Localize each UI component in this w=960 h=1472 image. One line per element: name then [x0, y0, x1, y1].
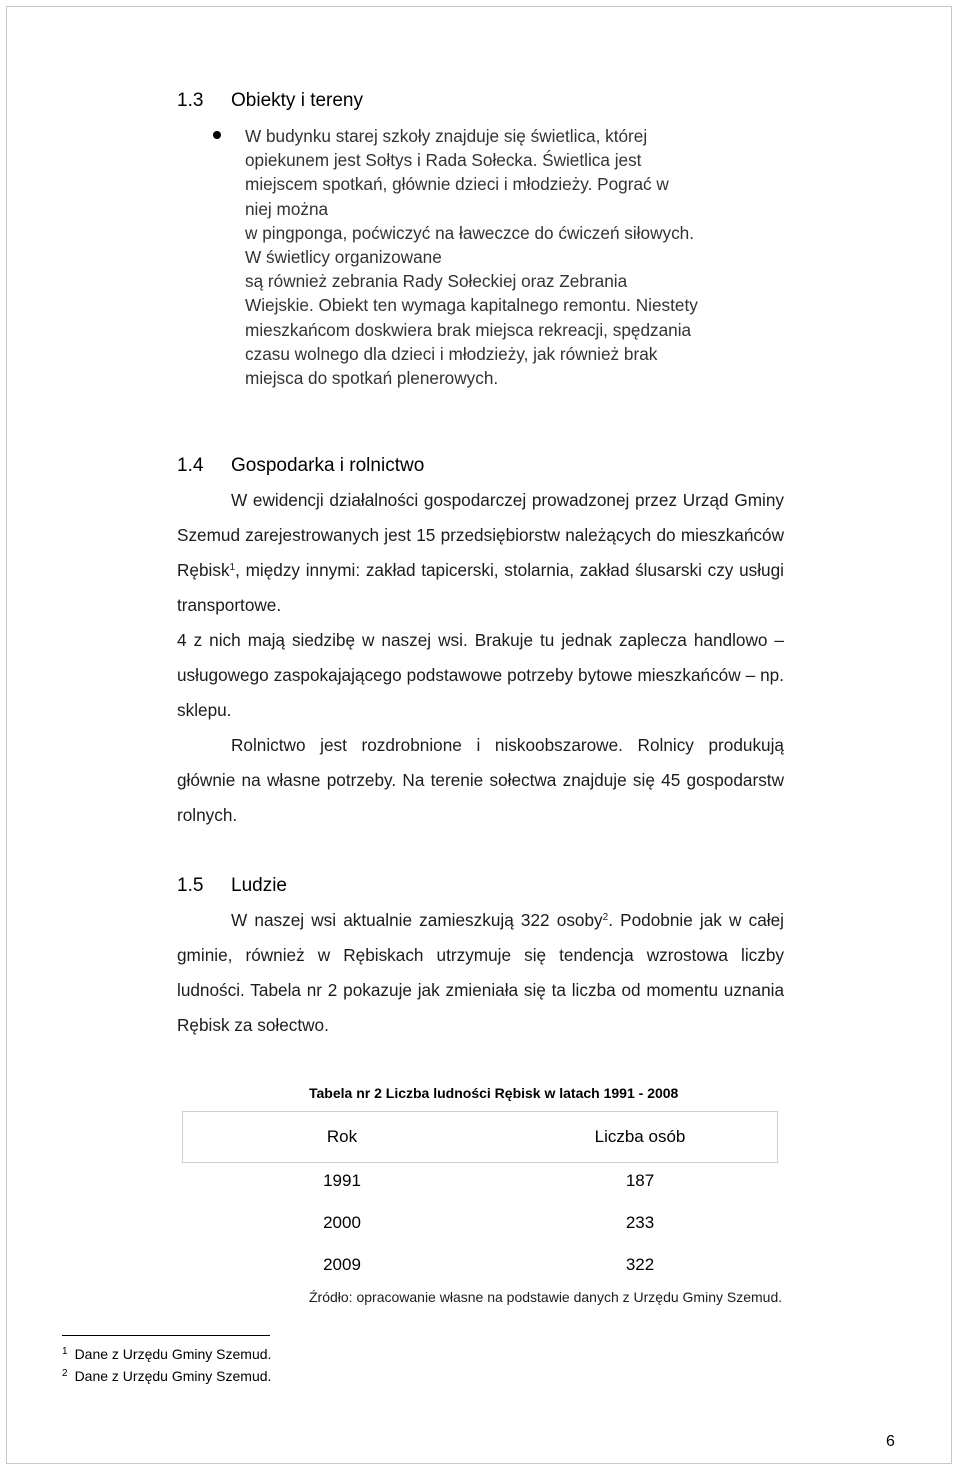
section-number: 1.5 — [177, 875, 204, 896]
footnote-ref[interactable]: 2 — [602, 912, 609, 923]
footnote-2 — [62, 1367, 271, 1385]
economy-paragraph-2: 4 z nich mają siedzibę w naszej wsi. Brakuje tu jednak zaplecza handlowo – usługowego zaspokajającego podstawowe potrzeby bytowe mieszkańców – np. sklepu. — [177, 630, 784, 720]
table-caption: Tabela nr 2 Liczba ludności Rębisk w latach 1991 - 2008 — [309, 1085, 679, 1101]
section-heading-people — [177, 874, 287, 898]
paragraph-text: . Podobnie jak w całej gminie, również w Rębiskach utrzymuje się tendencja wzrostowa liczby ludności. Tabela nr 2 pokazuje jak zmieniała się ta liczba od momentu uznania Rębisk za sołectwo. — [177, 910, 784, 1035]
section-number: 1.4 — [177, 455, 204, 476]
table-header-year: Rok — [326, 1127, 358, 1146]
table-cell-population: 187 — [625, 1171, 655, 1190]
section-number: 1.3 — [177, 90, 204, 111]
objects-bullet-paragraph — [245, 124, 810, 390]
text-line: mieszkańcom doskwiera brak miejsca rekreacji, spędzania — [245, 319, 692, 340]
economy-paragraph-1 — [177, 483, 784, 623]
paragraph-text: W naszej wsi aktualnie zamieszkują 322 osoby — [231, 910, 603, 930]
footnote-text: Dane z Urzędu Gminy Szemud. — [74, 1346, 272, 1362]
section-title: Obiekty i tereny — [231, 90, 363, 111]
footnote-ref[interactable]: 1 — [229, 562, 236, 573]
footnote-mark: 1 — [62, 1346, 68, 1357]
footnote-text: Dane z Urzędu Gminy Szemud. — [74, 1368, 272, 1384]
table-source-note: Źródło: opracowanie własne na podstawie danych z Urzędu Gminy Szemud. — [309, 1289, 783, 1305]
text-line: czasu wolnego dla dzieci i młodzieży, jak również brak — [245, 343, 658, 364]
text-line: Wiejskie. Obiekt ten wymaga kapitalnego remontu. Niestety — [245, 295, 698, 316]
section-title: Gospodarka i rolnictwo — [231, 455, 425, 476]
section-heading-objects — [177, 89, 363, 113]
people-paragraph — [177, 903, 784, 1043]
table-cell-population: 322 — [625, 1255, 655, 1274]
text-line: niej można — [245, 198, 329, 219]
table-cell-year: 2000 — [323, 1213, 361, 1232]
bullet-icon — [213, 131, 221, 139]
table-header-population: Liczba osób — [594, 1127, 686, 1146]
text-line: miejscem spotkań, głównie dzieci i młodzieży. Pograć w — [245, 174, 669, 195]
text-line: W budynku starej szkoły znajduje się świetlica, której — [245, 126, 648, 146]
section-title: Ludzie — [231, 875, 287, 896]
page-number: 6 — [886, 1433, 895, 1450]
economy-paragraph-3: Rolnictwo jest rozdrobnione i niskoobszarowe. Rolnicy produkują głównie na własne potrzeby. Na terenie sołectwa znajduje się 45 gospodarstw rolnych. — [177, 735, 784, 825]
paragraph-text: , między innymi: zakład tapicerski, stolarnia, zakład ślusarski czy usługi transportowe. — [177, 560, 784, 615]
section-heading-economy — [177, 454, 424, 478]
text-line: miejsca do spotkań plenerowych. — [245, 368, 499, 389]
table-cell-year: 1991 — [323, 1171, 361, 1190]
table-cell-year: 2009 — [323, 1255, 361, 1274]
footnote-1 — [62, 1345, 271, 1363]
footnote-separator — [62, 1335, 270, 1336]
text-line: opiekunem jest Sołtys i Rada Sołecka. Świetlica jest — [245, 150, 642, 171]
paragraph-text: W ewidencji działalności gospodarczej prowadzonej przez Urząd Gminy Szemud zarejestrowanych jest 15 przedsiębiorstw należących do mieszkańców Rębisk — [177, 490, 784, 580]
text-line: w pingponga, poćwiczyć na ławeczce do ćwiczeń siłowych. — [245, 222, 694, 243]
footnote-mark: 2 — [62, 1368, 68, 1379]
text-line: W świetlicy organizowane — [245, 247, 442, 268]
text-line: są również zebrania Rady Sołeckiej oraz Zebrania — [245, 271, 628, 292]
table-cell-population: 233 — [625, 1213, 655, 1232]
